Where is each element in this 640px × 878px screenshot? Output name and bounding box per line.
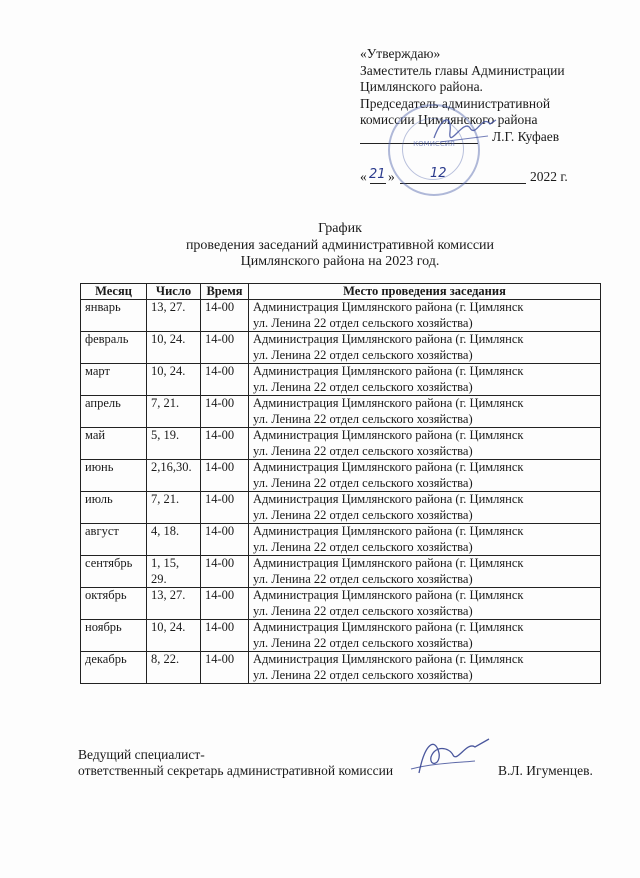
place-line: Администрация Цимлянского района (г. Цимлянск <box>253 652 524 666</box>
cell-month: апрель <box>81 396 147 428</box>
place-line: Администрация Цимлянского района (г. Цимлянск <box>253 364 524 378</box>
cell-month: июнь <box>81 460 147 492</box>
cell-time: 14-00 <box>201 428 249 460</box>
cell-month: март <box>81 364 147 396</box>
header-day: Число <box>147 284 201 300</box>
title-line: График <box>318 221 362 236</box>
place-line: Администрация Цимлянского района (г. Цимлянск <box>253 588 524 602</box>
table-row <box>81 300 601 332</box>
footer-position-line: ответственный секретарь административной комиссии <box>78 763 394 778</box>
document-title <box>100 221 580 271</box>
cell-place <box>249 524 601 556</box>
title-line: проведения заседаний административной комиссии <box>185 237 495 253</box>
table-row <box>81 620 601 652</box>
cell-month: февраль <box>81 332 147 364</box>
cell-month: ноябрь <box>81 620 147 652</box>
cell-place <box>249 460 601 492</box>
cell-days: 13, 27. <box>147 588 201 620</box>
table-header-row <box>81 284 601 300</box>
cell-place <box>249 620 601 652</box>
cell-days: 10, 24. <box>147 332 201 364</box>
cell-days: 7, 21. <box>147 492 201 524</box>
header-place: Место проведения заседания <box>249 284 601 300</box>
cell-time: 14-00 <box>201 652 249 684</box>
table-row <box>81 332 601 364</box>
place-line: Администрация Цимлянского района (г. Цимлянск <box>253 396 524 410</box>
table-row <box>81 492 601 524</box>
cell-time: 14-00 <box>201 460 249 492</box>
cell-days: 13, 27. <box>147 300 201 332</box>
footer-signer-name: В.Л. Игуменцев. <box>498 763 593 778</box>
place-line: ул. Ленина 22 отдел сельского хозяйства) <box>253 539 473 554</box>
cell-days: 10, 24. <box>147 364 201 396</box>
header-time: Время <box>201 284 249 300</box>
place-line: Администрация Цимлянского района (г. Цимлянск <box>253 460 524 474</box>
date-close-quote: » <box>388 168 395 184</box>
date-day-handwritten: 21 <box>369 166 386 182</box>
cell-place <box>249 396 601 428</box>
cell-month: сентябрь <box>81 556 147 588</box>
place-line: ул. Ленина 22 отдел сельского хозяйства) <box>253 315 473 330</box>
cell-days: 1, 15, 29. <box>147 556 201 588</box>
table-row <box>81 364 601 396</box>
footer-position-line: Ведущий специалист- <box>78 747 205 762</box>
table-row <box>81 460 601 492</box>
place-line: ул. Ленина 22 отдел сельского хозяйства) <box>253 475 473 490</box>
place-line: ул. Ленина 22 отдел сельского хозяйства) <box>253 443 473 458</box>
approval-signer-name: Л.Г. Куфаев <box>492 128 560 144</box>
cell-place <box>249 428 601 460</box>
cell-time: 14-00 <box>201 332 249 364</box>
place-line: Администрация Цимлянского района (г. Цимлянск <box>253 332 524 346</box>
place-line: Администрация Цимлянского района (г. Цимлянск <box>253 524 524 538</box>
cell-month: май <box>81 428 147 460</box>
cell-place <box>249 588 601 620</box>
approval-line: «Утверждаю» <box>360 46 441 61</box>
approval-line: Председатель административной <box>360 95 551 111</box>
cell-days: 4, 18. <box>147 524 201 556</box>
cell-time: 14-00 <box>201 620 249 652</box>
approval-line: Заместитель главы Администрации <box>360 62 565 78</box>
secretary-signature-icon <box>405 733 495 779</box>
cell-month: август <box>81 524 147 556</box>
cell-place <box>249 556 601 588</box>
table-row <box>81 556 601 588</box>
cell-month: октябрь <box>81 588 147 620</box>
table-row <box>81 588 601 620</box>
title-line: Цимлянского района на 2023 год. <box>240 254 440 269</box>
cell-month: январь <box>81 300 147 332</box>
stamp-text: КОМИССИЯ <box>413 140 455 148</box>
header-month: Месяц <box>81 284 147 300</box>
cell-place <box>249 652 601 684</box>
table-row <box>81 524 601 556</box>
cell-time: 14-00 <box>201 300 249 332</box>
place-line: ул. Ленина 22 отдел сельского хозяйства) <box>253 347 473 362</box>
place-line: Администрация Цимлянского района (г. Цимлянск <box>253 556 524 570</box>
cell-month: декабрь <box>81 652 147 684</box>
place-line: Администрация Цимлянского района (г. Цимлянск <box>253 620 524 634</box>
cell-time: 14-00 <box>201 588 249 620</box>
place-line: Администрация Цимлянского района (г. Цимлянск <box>253 428 524 442</box>
place-line: ул. Ленина 22 отдел сельского хозяйства) <box>253 603 473 618</box>
cell-time: 14-00 <box>201 396 249 428</box>
footer-signature-block <box>78 747 618 779</box>
cell-days: 2,16,30. <box>147 460 201 492</box>
place-line: ул. Ленина 22 отдел сельского хозяйства) <box>253 635 473 650</box>
table-row <box>81 652 601 684</box>
place-line: Администрация Цимлянского района (г. Цимлянск <box>253 300 524 314</box>
schedule-table <box>80 283 601 684</box>
cell-days: 5, 19. <box>147 428 201 460</box>
date-year: 2022 г. <box>530 168 568 184</box>
cell-place <box>249 300 601 332</box>
cell-time: 14-00 <box>201 524 249 556</box>
cell-time: 14-00 <box>201 492 249 524</box>
cell-days: 10, 24. <box>147 620 201 652</box>
cell-place <box>249 492 601 524</box>
place-line: ул. Ленина 22 отдел сельского хозяйства) <box>253 667 473 682</box>
cell-place <box>249 364 601 396</box>
date-month-handwritten: 12 <box>430 165 447 181</box>
place-line: ул. Ленина 22 отдел сельского хозяйства) <box>253 411 473 426</box>
cell-time: 14-00 <box>201 364 249 396</box>
cell-days: 8, 22. <box>147 652 201 684</box>
cell-place <box>249 332 601 364</box>
table-row <box>81 396 601 428</box>
place-line: ул. Ленина 22 отдел сельского хозяйства) <box>253 571 473 586</box>
place-line: ул. Ленина 22 отдел сельского хозяйства) <box>253 379 473 394</box>
approval-signature-icon <box>430 108 500 148</box>
approval-line: комиссии Цимлянского района <box>360 112 538 127</box>
table-row <box>81 428 601 460</box>
cell-time: 14-00 <box>201 556 249 588</box>
cell-days: 7, 21. <box>147 396 201 428</box>
approval-line: Цимлянского района. <box>360 79 483 94</box>
place-line: ул. Ленина 22 отдел сельского хозяйства) <box>253 507 473 522</box>
place-line: Администрация Цимлянского района (г. Цимлянск <box>253 492 524 506</box>
cell-month: июль <box>81 492 147 524</box>
date-open-quote: « <box>360 168 367 184</box>
